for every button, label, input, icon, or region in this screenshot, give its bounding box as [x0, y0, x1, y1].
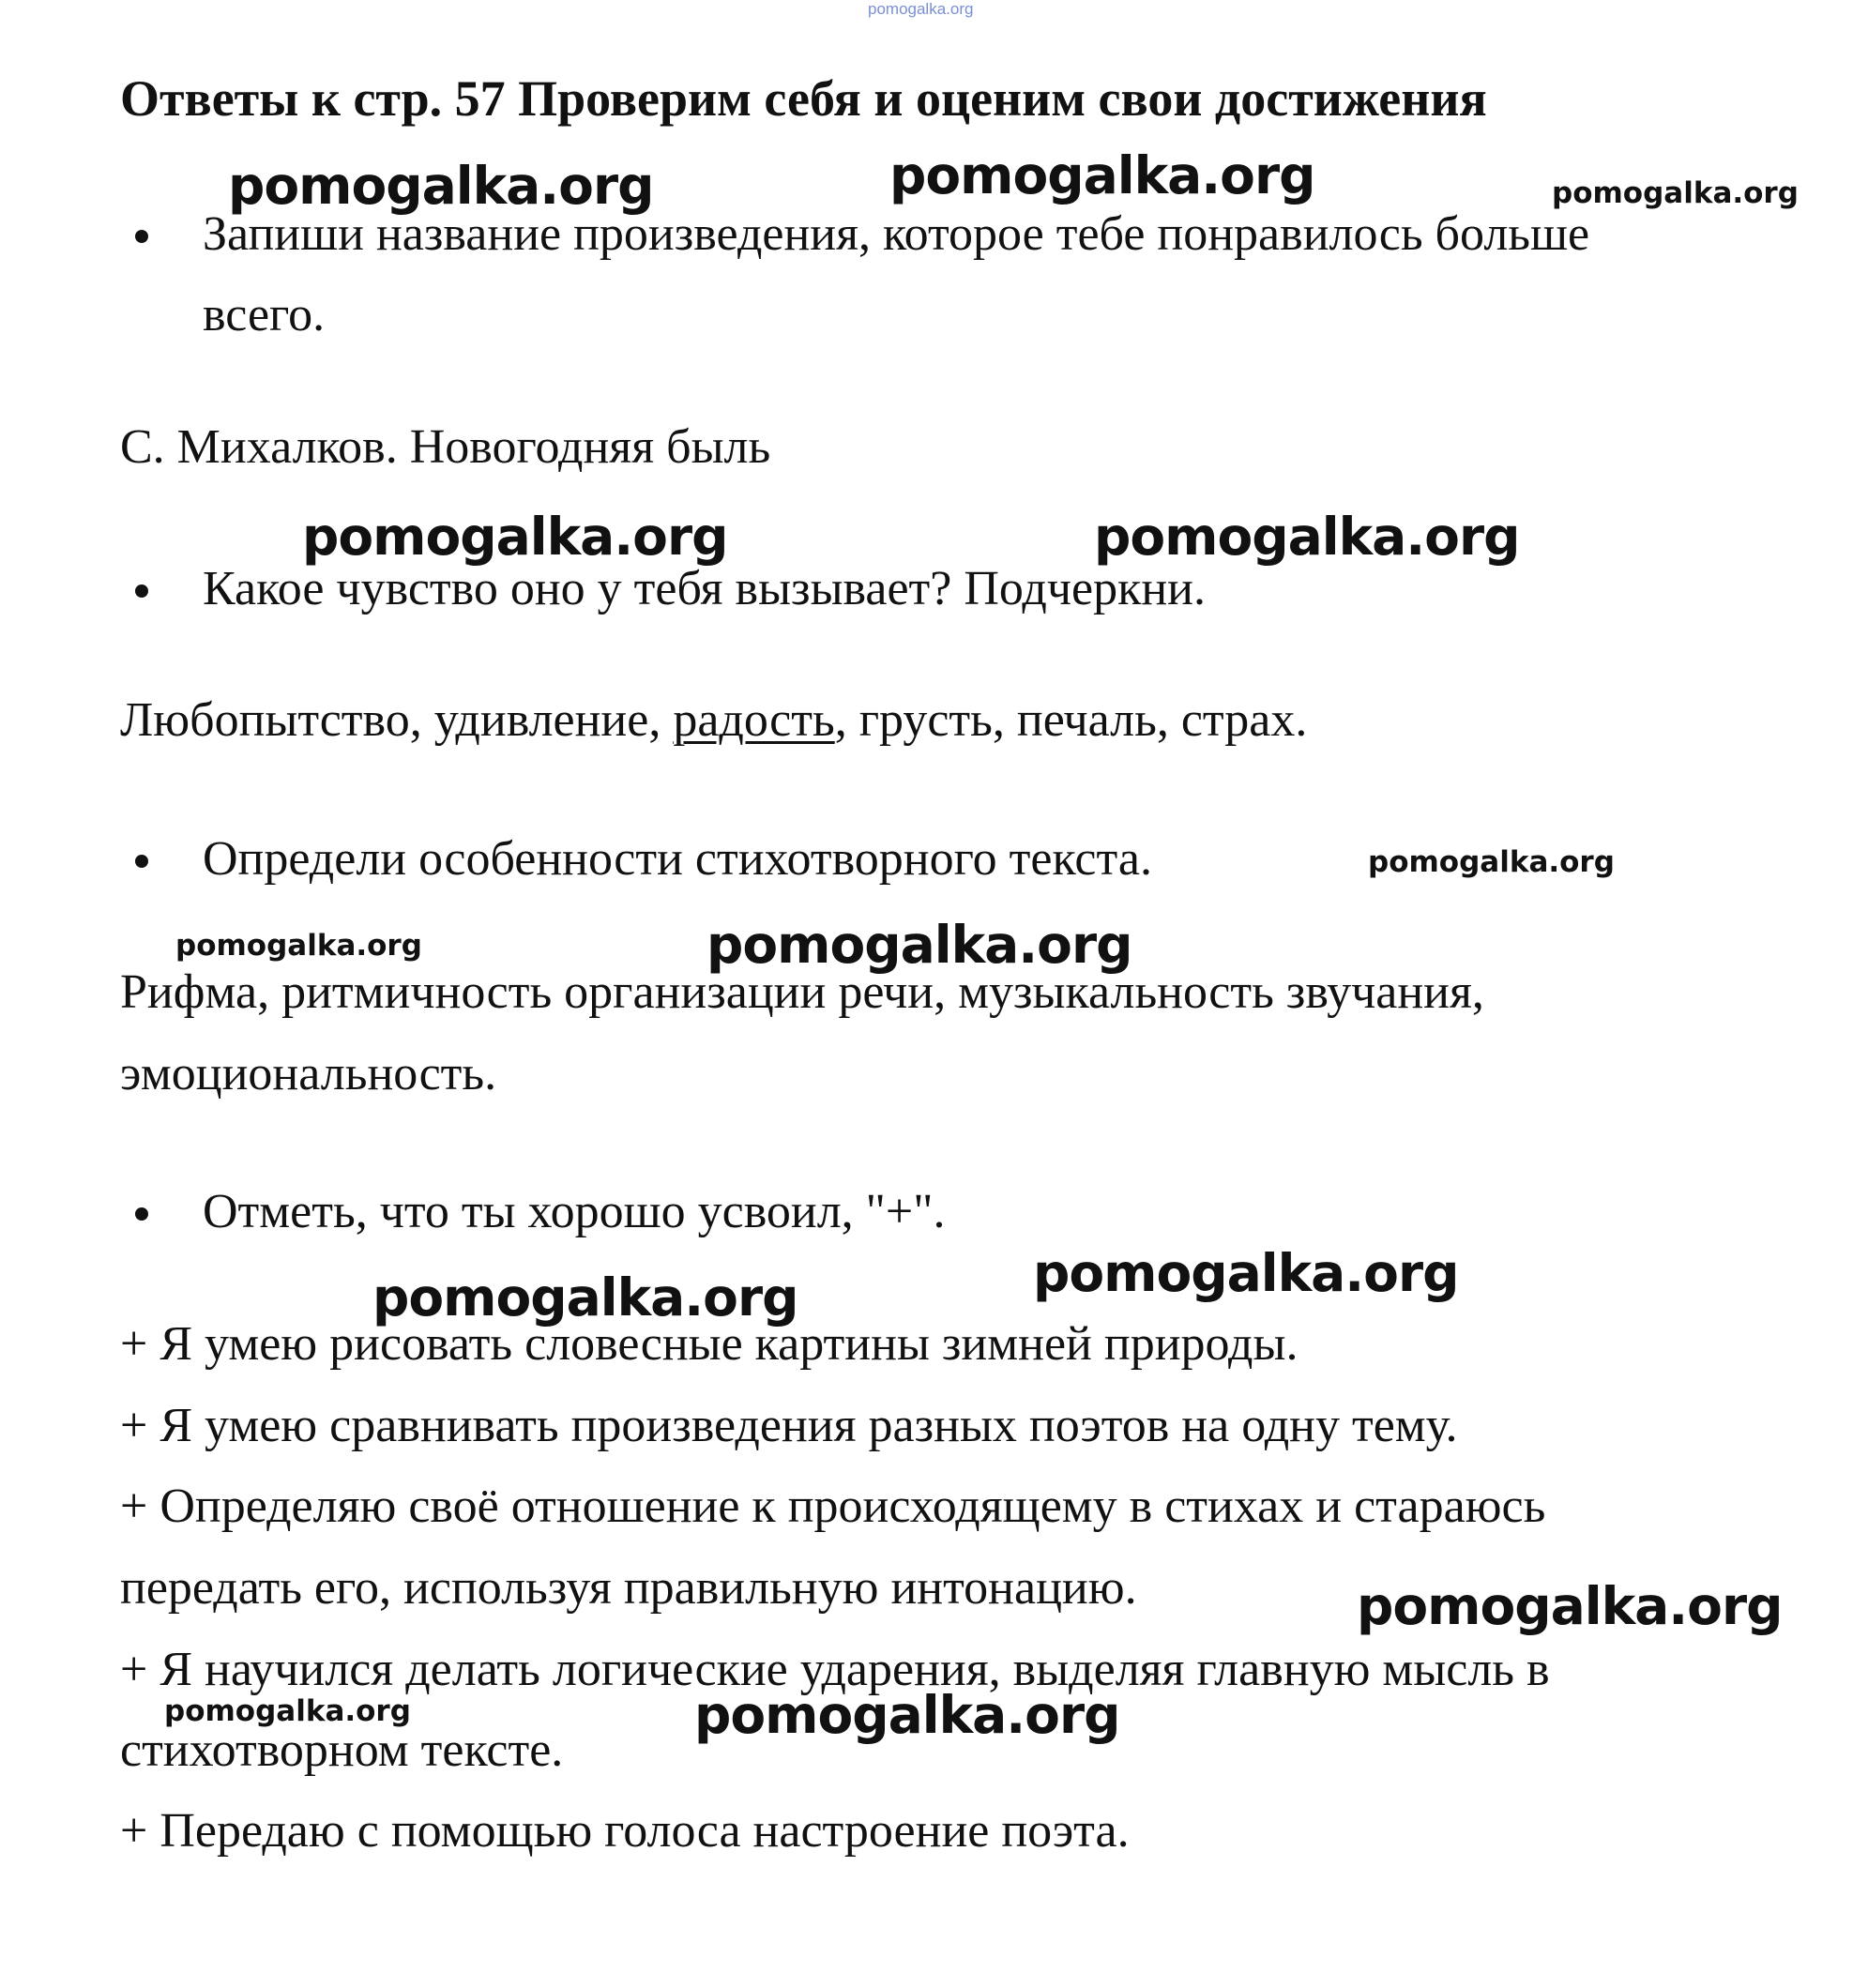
- page-title: Ответы к стр. 57 Проверим себя и оценим свои достижения: [120, 70, 1487, 127]
- answer-4-line-3: + Определяю своё отношение к происходящему в стихах и стараюсь: [120, 1480, 1546, 1533]
- answer-1: С. Михалков. Новогодняя быль: [120, 420, 771, 474]
- question-1-line-2: всего.: [203, 288, 326, 341]
- watermark: pomogalka.org: [889, 145, 1315, 205]
- question-2: Какое чувство оно у тебя вызывает? Подчеркни.: [203, 562, 1206, 615]
- watermark: pomogalka.org: [1357, 1576, 1783, 1636]
- watermark: pomogalka.org: [706, 915, 1132, 975]
- bullet-q4: [135, 1207, 148, 1221]
- answer-4-line-2: + Я умею сравнивать произведения разных поэтов на одну тему.: [120, 1399, 1458, 1452]
- bullet-q2: [135, 584, 148, 598]
- watermark: pomogalka.org: [372, 1267, 798, 1328]
- watermark: pomogalka.org: [228, 156, 654, 216]
- watermark: pomogalka.org: [1033, 1243, 1459, 1303]
- watermark: pomogalka.org: [1552, 176, 1799, 210]
- question-3: Определи особенности стихотворного текста.: [203, 832, 1152, 886]
- watermark: pomogalka.org: [1094, 507, 1520, 567]
- answer-4-line-7: + Передаю с помощью голоса настроение поэта.: [120, 1804, 1130, 1858]
- answer-4-line-1: + Я умею рисовать словесные картины зимней природы.: [120, 1317, 1299, 1371]
- watermark: pomogalka.org: [164, 1694, 411, 1728]
- question-1-line-1: Запиши название произведения, которое тебе понравилось больше: [203, 207, 1590, 261]
- watermark: pomogalka.org: [694, 1685, 1120, 1745]
- header-watermark: pomogalka.org: [868, 0, 974, 18]
- answer-2: [120, 692, 1307, 748]
- answer-3-line-1: Рифма, ритмичность организации речи, музыкальность звучания,: [120, 965, 1484, 1019]
- bullet-q3: [135, 855, 148, 868]
- answer-4-line-5: + Я научился делать логические ударения, выделяя главную мысль в: [120, 1643, 1550, 1696]
- question-4: Отметь, что ты хорошо усвоил, "+".: [203, 1185, 946, 1238]
- watermark: pomogalka.org: [175, 929, 422, 963]
- bullet-q1: [135, 230, 148, 243]
- answer-2-underlined: радость: [673, 693, 835, 747]
- answer-2-before: Любопытство, удивление,: [120, 693, 674, 747]
- answer-3-line-2: эмоциональность.: [120, 1047, 497, 1100]
- answer-4-line-4: передать его, используя правильную интонацию.: [120, 1561, 1137, 1615]
- watermark: pomogalka.org: [302, 507, 728, 567]
- answer-4-line-6: стихотворном тексте.: [120, 1723, 564, 1777]
- answer-2-after: , грусть, печаль, страх.: [834, 693, 1308, 747]
- watermark: pomogalka.org: [1368, 845, 1615, 879]
